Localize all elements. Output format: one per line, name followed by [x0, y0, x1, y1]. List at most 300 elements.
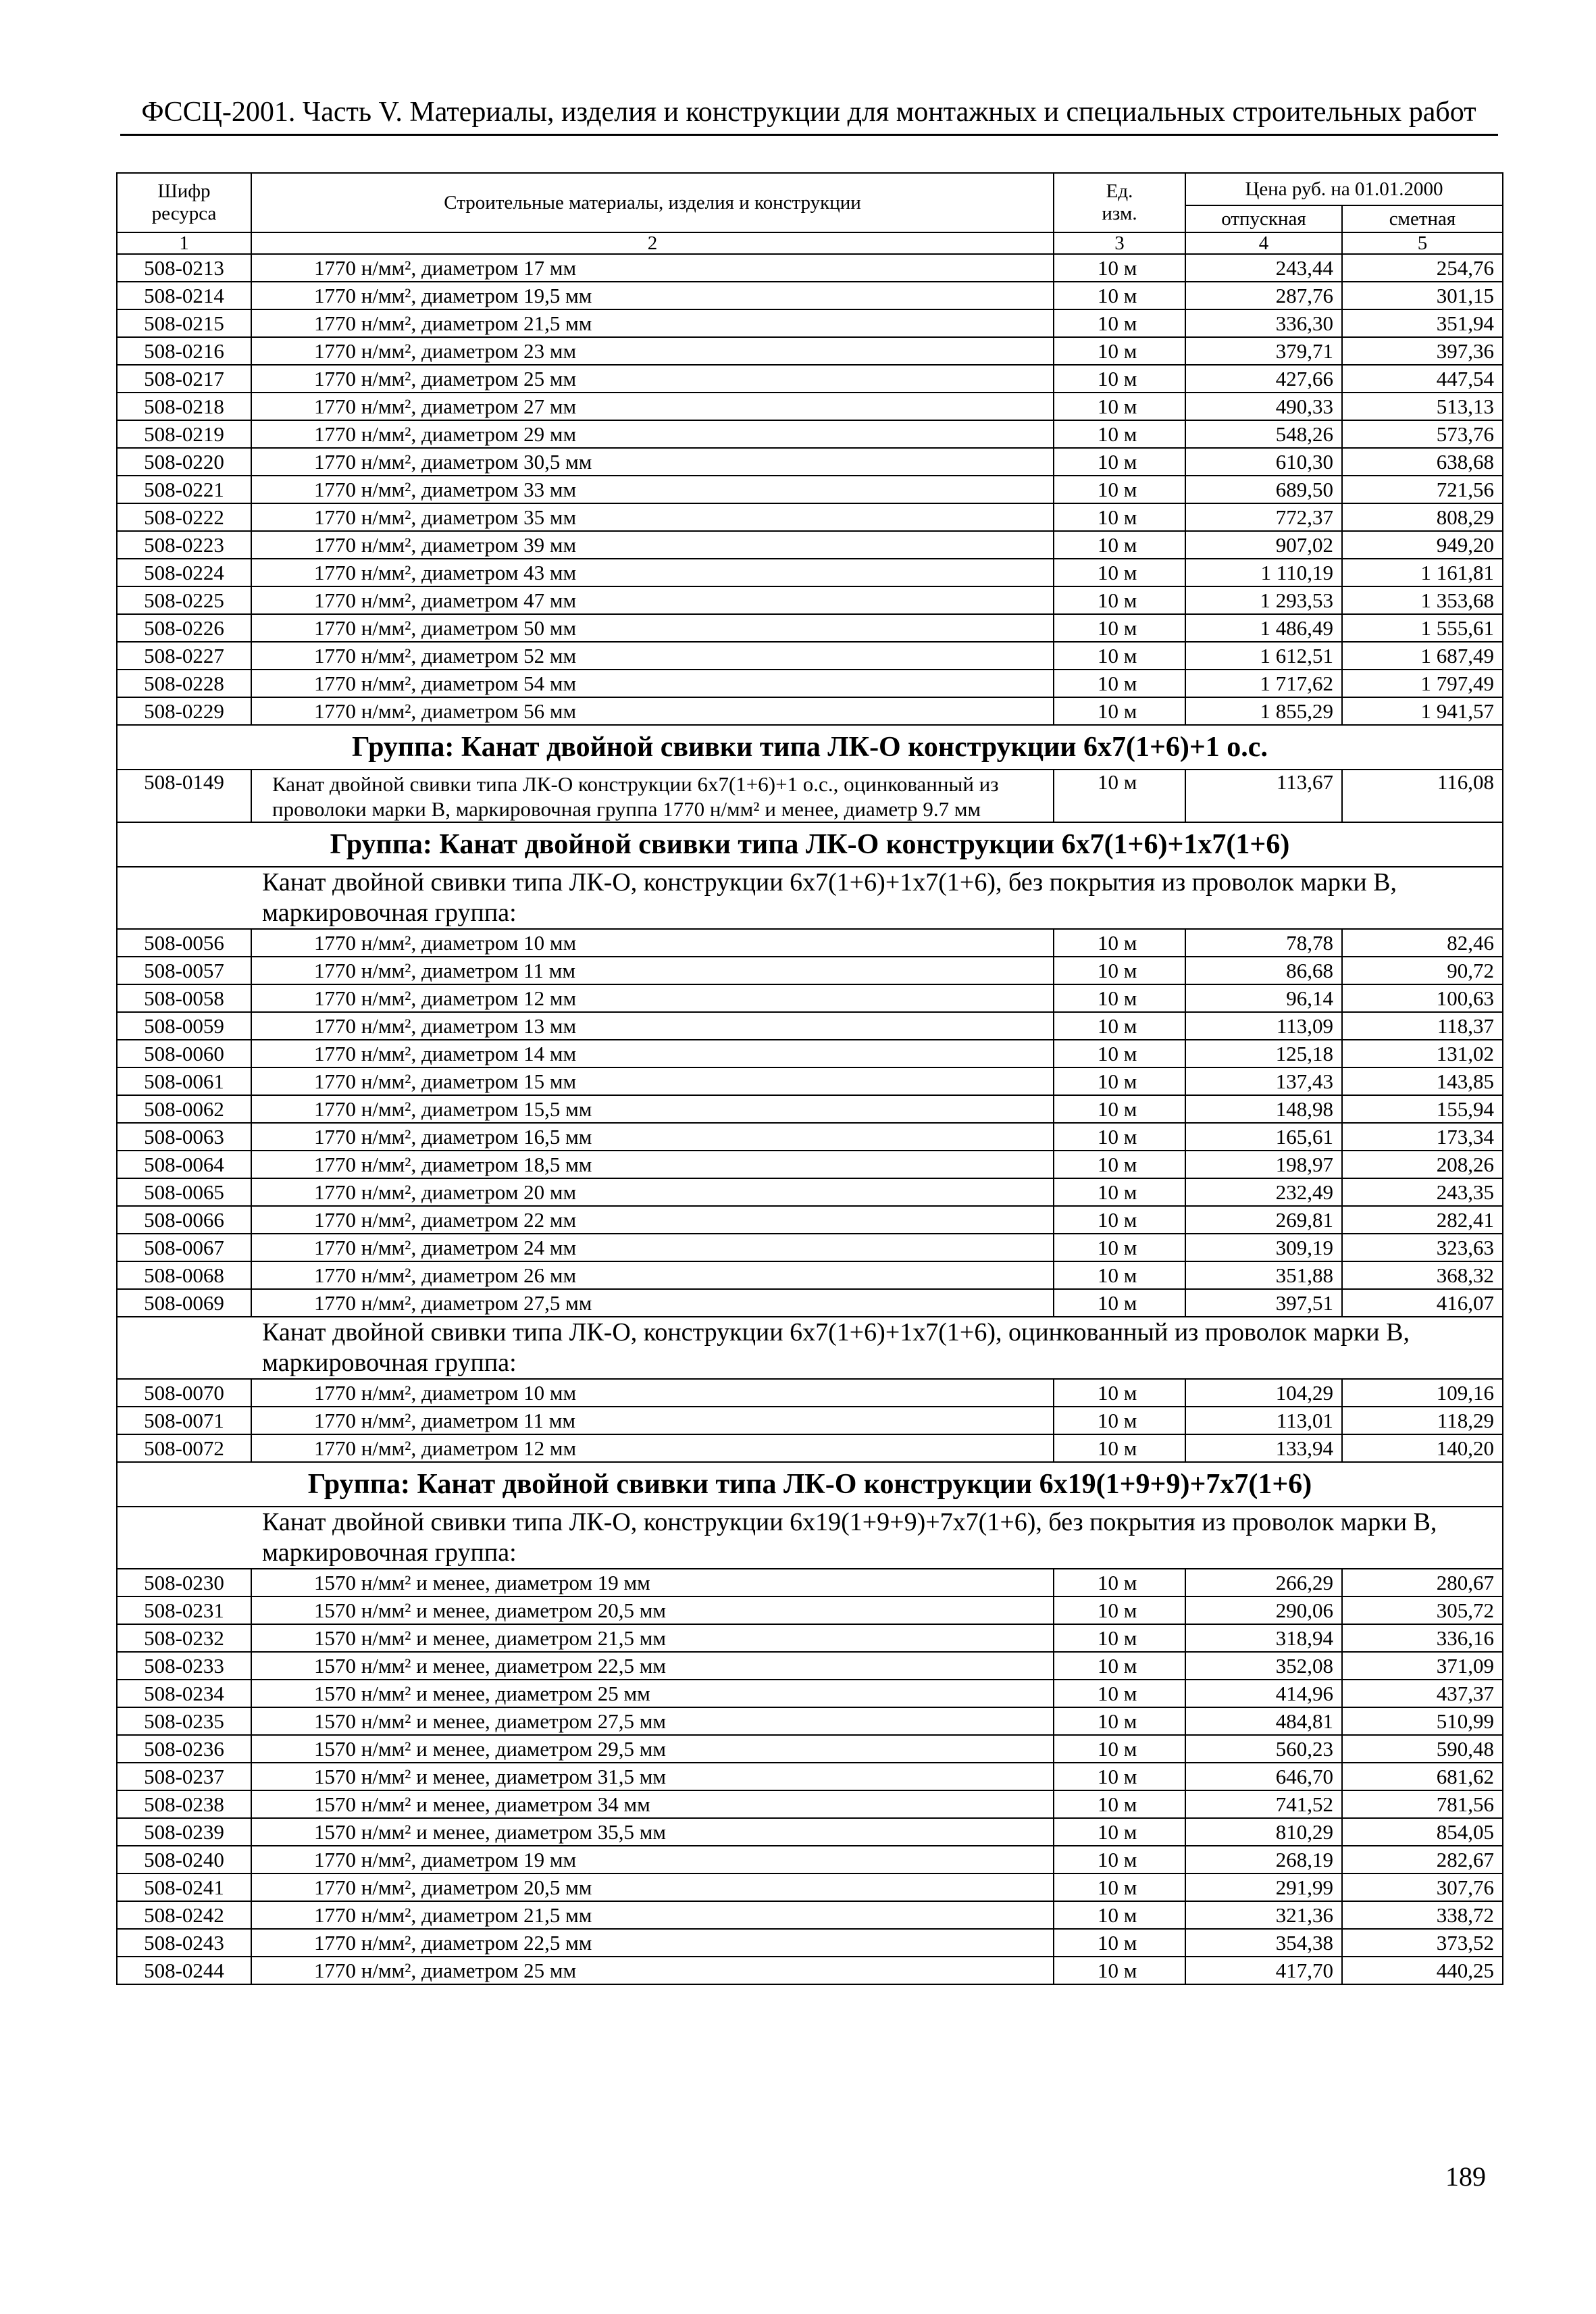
release-price: 772,37: [1185, 503, 1342, 531]
material-name: 1770 н/мм², диаметром 15,5 мм: [251, 1095, 1054, 1123]
resource-code: 508-0228: [117, 670, 251, 697]
material-name: 1570 н/мм² и менее, диаметром 22,5 мм: [251, 1652, 1054, 1680]
resource-code: 508-0220: [117, 448, 251, 476]
estimate-price: 280,67: [1342, 1569, 1503, 1596]
resource-code: 508-0233: [117, 1652, 251, 1680]
unit: 10 м: [1054, 1652, 1185, 1680]
material-name: 1770 н/мм², диаметром 50 мм: [251, 614, 1054, 642]
release-price: 291,99: [1185, 1873, 1342, 1901]
estimate-price: 243,35: [1342, 1178, 1503, 1206]
resource-code: 508-0235: [117, 1707, 251, 1735]
table-row: [117, 420, 1503, 448]
unit: 10 м: [1054, 393, 1185, 420]
estimate-price: 1 687,49: [1342, 642, 1503, 670]
unit: 10 м: [1054, 337, 1185, 365]
table-row: [117, 1407, 1503, 1434]
release-price: 269,81: [1185, 1206, 1342, 1234]
table-row: [117, 1012, 1503, 1040]
table-row: [117, 1818, 1503, 1846]
material-name: 1570 н/мм² и менее, диаметром 19 мм: [251, 1569, 1054, 1596]
column-header-release-price: отпускная: [1185, 205, 1342, 232]
release-price: 1 612,51: [1185, 642, 1342, 670]
estimate-price: 305,72: [1342, 1596, 1503, 1624]
unit: 10 м: [1054, 1596, 1185, 1624]
unit: 10 м: [1054, 282, 1185, 309]
material-name: 1770 н/мм², диаметром 19,5 мм: [251, 282, 1054, 309]
table-row: [117, 1957, 1503, 1984]
material-name: 1770 н/мм², диаметром 22,5 мм: [251, 1929, 1054, 1957]
resource-code: 508-0065: [117, 1178, 251, 1206]
table-row: [117, 1178, 1503, 1206]
estimate-price: 437,37: [1342, 1680, 1503, 1707]
header-rule: [120, 134, 1498, 136]
resource-code: 508-0217: [117, 365, 251, 393]
table-row: [117, 1040, 1503, 1067]
unit: 10 м: [1054, 1680, 1185, 1707]
table-row: [117, 1624, 1503, 1652]
table-row: [117, 559, 1503, 586]
estimate-price: 949,20: [1342, 531, 1503, 559]
table-row: [117, 1929, 1503, 1957]
release-price: 321,36: [1185, 1901, 1342, 1929]
release-price: 741,52: [1185, 1790, 1342, 1818]
material-name: 1770 н/мм², диаметром 43 мм: [251, 559, 1054, 586]
release-price: 86,68: [1185, 957, 1342, 984]
release-price: 268,19: [1185, 1846, 1342, 1873]
table-row: [117, 1596, 1503, 1624]
resource-code: 508-0243: [117, 1929, 251, 1957]
unit: 10 м: [1054, 1040, 1185, 1067]
material-name: 1770 н/мм², диаметром 10 мм: [251, 1379, 1054, 1407]
table-row: [117, 365, 1503, 393]
unit: 10 м: [1054, 770, 1185, 822]
material-name: 1770 н/мм², диаметром 27,5 мм: [251, 1289, 1054, 1317]
subgroup-description-row: [117, 1317, 1503, 1379]
group-title-row: [117, 725, 1503, 770]
unit: 10 м: [1054, 420, 1185, 448]
unit: 10 м: [1054, 1123, 1185, 1151]
table-row: [117, 448, 1503, 476]
resource-code: 508-0230: [117, 1569, 251, 1596]
table-row: [117, 1790, 1503, 1818]
release-price: 1 717,62: [1185, 670, 1342, 697]
material-name: 1770 н/мм², диаметром 30,5 мм: [251, 448, 1054, 476]
unit: 10 м: [1054, 559, 1185, 586]
material-name: 1770 н/мм², диаметром 11 мм: [251, 1407, 1054, 1434]
material-name: 1770 н/мм², диаметром 12 мм: [251, 984, 1054, 1012]
resource-code: 508-0225: [117, 586, 251, 614]
table-row: [117, 1289, 1503, 1317]
table-row: [117, 309, 1503, 337]
release-price: 78,78: [1185, 929, 1342, 957]
release-price: 113,67: [1185, 770, 1342, 822]
column-header-name: Строительные материалы, изделия и конструкции: [251, 173, 1054, 232]
column-index-1: 1: [117, 232, 251, 254]
release-price: 427,66: [1185, 365, 1342, 393]
resource-code: 508-0071: [117, 1407, 251, 1434]
estimate-price: 118,37: [1342, 1012, 1503, 1040]
resource-code: 508-0056: [117, 929, 251, 957]
material-name: 1770 н/мм², диаметром 29 мм: [251, 420, 1054, 448]
release-price: 137,43: [1185, 1067, 1342, 1095]
table-row: [117, 1901, 1503, 1929]
unit: 10 м: [1054, 614, 1185, 642]
resource-code: 508-0214: [117, 282, 251, 309]
unit: 10 м: [1054, 929, 1185, 957]
unit: 10 м: [1054, 642, 1185, 670]
unit: 10 м: [1054, 1434, 1185, 1462]
release-price: 198,97: [1185, 1151, 1342, 1178]
table-row: [117, 1569, 1503, 1596]
resource-code: 508-0221: [117, 476, 251, 503]
table-row: [117, 614, 1503, 642]
release-price: 148,98: [1185, 1095, 1342, 1123]
material-name: Канат двойной свивки типа ЛК-О конструкции 6х7(1+6)+1 о.с., оцинкованный из проволоки марки В, маркировочная группа 1770 н/мм² и менее, диаметр 9.7 мм: [251, 770, 1054, 822]
resource-code: 508-0219: [117, 420, 251, 448]
unit: 10 м: [1054, 1624, 1185, 1652]
unit: 10 м: [1054, 1379, 1185, 1407]
estimate-price: 131,02: [1342, 1040, 1503, 1067]
column-index-2: 2: [251, 232, 1054, 254]
release-price: 336,30: [1185, 309, 1342, 337]
column-header-price: Цена руб. на 01.01.2000: [1185, 173, 1503, 205]
resource-code: 508-0066: [117, 1206, 251, 1234]
release-price: 96,14: [1185, 984, 1342, 1012]
estimate-price: 373,52: [1342, 1929, 1503, 1957]
table-row: [117, 1707, 1503, 1735]
unit: 10 м: [1054, 697, 1185, 725]
release-price: 352,08: [1185, 1652, 1342, 1680]
estimate-price: 90,72: [1342, 957, 1503, 984]
release-price: 113,01: [1185, 1407, 1342, 1434]
table-row: [117, 984, 1503, 1012]
table-header-row: [117, 173, 1503, 205]
release-price: 232,49: [1185, 1178, 1342, 1206]
unit: 10 м: [1054, 1763, 1185, 1790]
estimate-price: 1 797,49: [1342, 670, 1503, 697]
material-name: 1570 н/мм² и менее, диаметром 25 мм: [251, 1680, 1054, 1707]
material-name: 1570 н/мм² и менее, диаметром 27,5 мм: [251, 1707, 1054, 1735]
estimate-price: 118,29: [1342, 1407, 1503, 1434]
release-price: 810,29: [1185, 1818, 1342, 1846]
resource-code: 508-0231: [117, 1596, 251, 1624]
resource-code: 508-0061: [117, 1067, 251, 1095]
unit: 10 м: [1054, 448, 1185, 476]
resource-code: 508-0222: [117, 503, 251, 531]
resource-code: 508-0060: [117, 1040, 251, 1067]
resource-code: 508-0234: [117, 1680, 251, 1707]
table-row: [117, 1206, 1503, 1234]
table-row: [117, 1763, 1503, 1790]
resource-code: 508-0232: [117, 1624, 251, 1652]
unit: 10 м: [1054, 1818, 1185, 1846]
table-row: [117, 1735, 1503, 1763]
estimate-price: 254,76: [1342, 254, 1503, 282]
table-row: [117, 1846, 1503, 1873]
estimate-price: 371,09: [1342, 1652, 1503, 1680]
release-price: 290,06: [1185, 1596, 1342, 1624]
material-name: 1770 н/мм², диаметром 33 мм: [251, 476, 1054, 503]
unit: 10 м: [1054, 503, 1185, 531]
resource-code: 508-0216: [117, 337, 251, 365]
release-price: 113,09: [1185, 1012, 1342, 1040]
release-price: 1 293,53: [1185, 586, 1342, 614]
estimate-price: 140,20: [1342, 1434, 1503, 1462]
release-price: 689,50: [1185, 476, 1342, 503]
price-table: [116, 172, 1503, 1985]
table-row: [117, 770, 1503, 822]
release-price: 610,30: [1185, 448, 1342, 476]
release-price: 104,29: [1185, 1379, 1342, 1407]
estimate-price: 323,63: [1342, 1234, 1503, 1261]
column-index-3: 3: [1054, 232, 1185, 254]
material-name: 1570 н/мм² и менее, диаметром 31,5 мм: [251, 1763, 1054, 1790]
unit: 10 м: [1054, 1790, 1185, 1818]
estimate-price: 307,76: [1342, 1873, 1503, 1901]
estimate-price: 808,29: [1342, 503, 1503, 531]
material-name: 1770 н/мм², диаметром 20,5 мм: [251, 1873, 1054, 1901]
table-row: [117, 1873, 1503, 1901]
estimate-price: 638,68: [1342, 448, 1503, 476]
unit: 10 м: [1054, 1261, 1185, 1289]
estimate-price: 109,16: [1342, 1379, 1503, 1407]
estimate-price: 143,85: [1342, 1067, 1503, 1095]
estimate-price: 368,32: [1342, 1261, 1503, 1289]
estimate-price: 1 353,68: [1342, 586, 1503, 614]
release-price: 309,19: [1185, 1234, 1342, 1261]
group-title-row: [117, 1462, 1503, 1507]
material-name: 1770 н/мм², диаметром 56 мм: [251, 697, 1054, 725]
material-name: 1770 н/мм², диаметром 14 мм: [251, 1040, 1054, 1067]
estimate-price: 100,63: [1342, 984, 1503, 1012]
release-price: 318,94: [1185, 1624, 1342, 1652]
material-name: 1770 н/мм², диаметром 11 мм: [251, 957, 1054, 984]
unit: 10 м: [1054, 1289, 1185, 1317]
estimate-price: 338,72: [1342, 1901, 1503, 1929]
table-row: [117, 254, 1503, 282]
unit: 10 м: [1054, 957, 1185, 984]
release-price: 417,70: [1185, 1957, 1342, 1984]
unit: 10 м: [1054, 1012, 1185, 1040]
material-name: 1770 н/мм², диаметром 16,5 мм: [251, 1123, 1054, 1151]
material-name: 1570 н/мм² и менее, диаметром 34 мм: [251, 1790, 1054, 1818]
material-name: 1770 н/мм², диаметром 47 мм: [251, 586, 1054, 614]
column-header-code-line1: Шифр: [157, 180, 211, 202]
unit: 10 м: [1054, 476, 1185, 503]
group-title: Группа: Канат двойной свивки типа ЛК-О конструкции 6х19(1+9+9)+7х7(1+6): [117, 1462, 1503, 1507]
resource-code: 508-0215: [117, 309, 251, 337]
table-row: [117, 586, 1503, 614]
table-row: [117, 1680, 1503, 1707]
material-name: 1770 н/мм², диаметром 27 мм: [251, 393, 1054, 420]
material-name: 1770 н/мм², диаметром 25 мм: [251, 1957, 1054, 1984]
resource-code: 508-0070: [117, 1379, 251, 1407]
release-price: 243,44: [1185, 254, 1342, 282]
estimate-price: 282,67: [1342, 1846, 1503, 1873]
unit: 10 м: [1054, 365, 1185, 393]
release-price: 646,70: [1185, 1763, 1342, 1790]
unit: 10 м: [1054, 1206, 1185, 1234]
table-row: [117, 697, 1503, 725]
table-row: [117, 282, 1503, 309]
unit: 10 м: [1054, 1067, 1185, 1095]
resource-code: 508-0067: [117, 1234, 251, 1261]
column-index-5: 5: [1342, 232, 1503, 254]
estimate-price: 1 555,61: [1342, 614, 1503, 642]
resource-code: 508-0238: [117, 1790, 251, 1818]
release-price: 133,94: [1185, 1434, 1342, 1462]
material-name: 1770 н/мм², диаметром 25 мм: [251, 365, 1054, 393]
estimate-price: 351,94: [1342, 309, 1503, 337]
resource-code: 508-0059: [117, 1012, 251, 1040]
table-row: [117, 1261, 1503, 1289]
material-name: 1570 н/мм² и менее, диаметром 35,5 мм: [251, 1818, 1054, 1846]
page-number: 189: [1445, 2161, 1486, 2192]
resource-code: 508-0223: [117, 531, 251, 559]
group-title: Группа: Канат двойной свивки типа ЛК-О конструкции 6х7(1+6)+1 о.с.: [117, 725, 1503, 770]
unit: 10 м: [1054, 309, 1185, 337]
group-title-row: [117, 822, 1503, 867]
table-row: [117, 1379, 1503, 1407]
table-row: [117, 1234, 1503, 1261]
resource-code: 508-0057: [117, 957, 251, 984]
estimate-price: 416,07: [1342, 1289, 1503, 1317]
unit: 10 м: [1054, 254, 1185, 282]
material-name: 1770 н/мм², диаметром 15 мм: [251, 1067, 1054, 1095]
resource-code: 508-0062: [117, 1095, 251, 1123]
resource-code: 508-0224: [117, 559, 251, 586]
unit: 10 м: [1054, 1846, 1185, 1873]
estimate-price: 173,34: [1342, 1123, 1503, 1151]
column-header-estimate-price: сметная: [1342, 205, 1503, 232]
resource-code: 508-0064: [117, 1151, 251, 1178]
material-name: 1770 н/мм², диаметром 22 мм: [251, 1206, 1054, 1234]
resource-code: 508-0058: [117, 984, 251, 1012]
estimate-price: 82,46: [1342, 929, 1503, 957]
estimate-price: 336,16: [1342, 1624, 1503, 1652]
material-name: 1770 н/мм², диаметром 23 мм: [251, 337, 1054, 365]
material-name: 1770 н/мм², диаметром 19 мм: [251, 1846, 1054, 1873]
table-row: [117, 337, 1503, 365]
material-name: 1770 н/мм², диаметром 13 мм: [251, 1012, 1054, 1040]
estimate-price: 854,05: [1342, 1818, 1503, 1846]
material-name: 1770 н/мм², диаметром 10 мм: [251, 929, 1054, 957]
table-row: [117, 1123, 1503, 1151]
estimate-price: 282,41: [1342, 1206, 1503, 1234]
material-name: 1570 н/мм² и менее, диаметром 29,5 мм: [251, 1735, 1054, 1763]
release-price: 1 110,19: [1185, 559, 1342, 586]
estimate-price: 510,99: [1342, 1707, 1503, 1735]
estimate-price: 440,25: [1342, 1957, 1503, 1984]
table-row: [117, 642, 1503, 670]
unit: 10 м: [1054, 984, 1185, 1012]
resource-code: 508-0236: [117, 1735, 251, 1763]
column-header-unit: [1054, 173, 1185, 232]
release-price: 165,61: [1185, 1123, 1342, 1151]
estimate-price: 447,54: [1342, 365, 1503, 393]
resource-code: 508-0226: [117, 614, 251, 642]
unit: 10 м: [1054, 1151, 1185, 1178]
unit: 10 м: [1054, 586, 1185, 614]
unit: 10 м: [1054, 1234, 1185, 1261]
release-price: 287,76: [1185, 282, 1342, 309]
release-price: 125,18: [1185, 1040, 1342, 1067]
estimate-price: 590,48: [1342, 1735, 1503, 1763]
release-price: 379,71: [1185, 337, 1342, 365]
material-name: 1770 н/мм², диаметром 20 мм: [251, 1178, 1054, 1206]
subgroup-description: Канат двойной свивки типа ЛК-О, конструкции 6х7(1+6)+1х7(1+6), без покрытия из проволок марки В, маркировочная группа:: [117, 867, 1503, 929]
resource-code: 508-0239: [117, 1818, 251, 1846]
release-price: 548,26: [1185, 420, 1342, 448]
material-name: 1570 н/мм² и менее, диаметром 21,5 мм: [251, 1624, 1054, 1652]
material-name: 1770 н/мм², диаметром 21,5 мм: [251, 309, 1054, 337]
table-row: [117, 1095, 1503, 1123]
estimate-price: 397,36: [1342, 337, 1503, 365]
estimate-price: 781,56: [1342, 1790, 1503, 1818]
unit: 10 м: [1054, 1178, 1185, 1206]
estimate-price: 155,94: [1342, 1095, 1503, 1123]
group-title: Группа: Канат двойной свивки типа ЛК-О конструкции 6х7(1+6)+1х7(1+6): [117, 822, 1503, 867]
release-price: 560,23: [1185, 1735, 1342, 1763]
unit: 10 м: [1054, 1957, 1185, 1984]
subgroup-description: Канат двойной свивки типа ЛК-О, конструкции 6х19(1+9+9)+7х7(1+6), без покрытия из проволок марки В, маркировочная группа:: [117, 1507, 1503, 1569]
table-row: [117, 503, 1503, 531]
table-row: [117, 531, 1503, 559]
table-row: [117, 476, 1503, 503]
material-name: 1770 н/мм², диаметром 39 мм: [251, 531, 1054, 559]
resource-code: 508-0072: [117, 1434, 251, 1462]
release-price: 490,33: [1185, 393, 1342, 420]
unit: 10 м: [1054, 531, 1185, 559]
resource-code: 508-0241: [117, 1873, 251, 1901]
resource-code: 508-0063: [117, 1123, 251, 1151]
release-price: 351,88: [1185, 1261, 1342, 1289]
material-name: 1770 н/мм², диаметром 35 мм: [251, 503, 1054, 531]
resource-code: 508-0237: [117, 1763, 251, 1790]
table-row: [117, 1652, 1503, 1680]
estimate-price: 573,76: [1342, 420, 1503, 448]
unit: 10 м: [1054, 1569, 1185, 1596]
subgroup-description: Канат двойной свивки типа ЛК-О, конструкции 6х7(1+6)+1х7(1+6), оцинкованный из проволок марки В, маркировочная группа:: [117, 1317, 1503, 1379]
column-header-unit-line1: Ед.: [1106, 180, 1133, 202]
estimate-price: 1 941,57: [1342, 697, 1503, 725]
release-price: 1 486,49: [1185, 614, 1342, 642]
unit: 10 м: [1054, 1707, 1185, 1735]
material-name: 1770 н/мм², диаметром 26 мм: [251, 1261, 1054, 1289]
column-index-4: 4: [1185, 232, 1342, 254]
estimate-price: 681,62: [1342, 1763, 1503, 1790]
estimate-price: 721,56: [1342, 476, 1503, 503]
release-price: 1 855,29: [1185, 697, 1342, 725]
table-row: [117, 1067, 1503, 1095]
column-index-row: [117, 232, 1503, 254]
material-name: 1770 н/мм², диаметром 52 мм: [251, 642, 1054, 670]
unit: 10 м: [1054, 1407, 1185, 1434]
resource-code: 508-0242: [117, 1901, 251, 1929]
release-price: 266,29: [1185, 1569, 1342, 1596]
table-row: [117, 957, 1503, 984]
unit: 10 м: [1054, 1735, 1185, 1763]
estimate-price: 1 161,81: [1342, 559, 1503, 586]
column-header-code: [117, 173, 251, 232]
material-name: 1570 н/мм² и менее, диаметром 20,5 мм: [251, 1596, 1054, 1624]
resource-code: 508-0240: [117, 1846, 251, 1873]
release-price: 397,51: [1185, 1289, 1342, 1317]
table-row: [117, 1151, 1503, 1178]
subgroup-description-row: [117, 1507, 1503, 1569]
material-name: 1770 н/мм², диаметром 18,5 мм: [251, 1151, 1054, 1178]
unit: 10 м: [1054, 670, 1185, 697]
